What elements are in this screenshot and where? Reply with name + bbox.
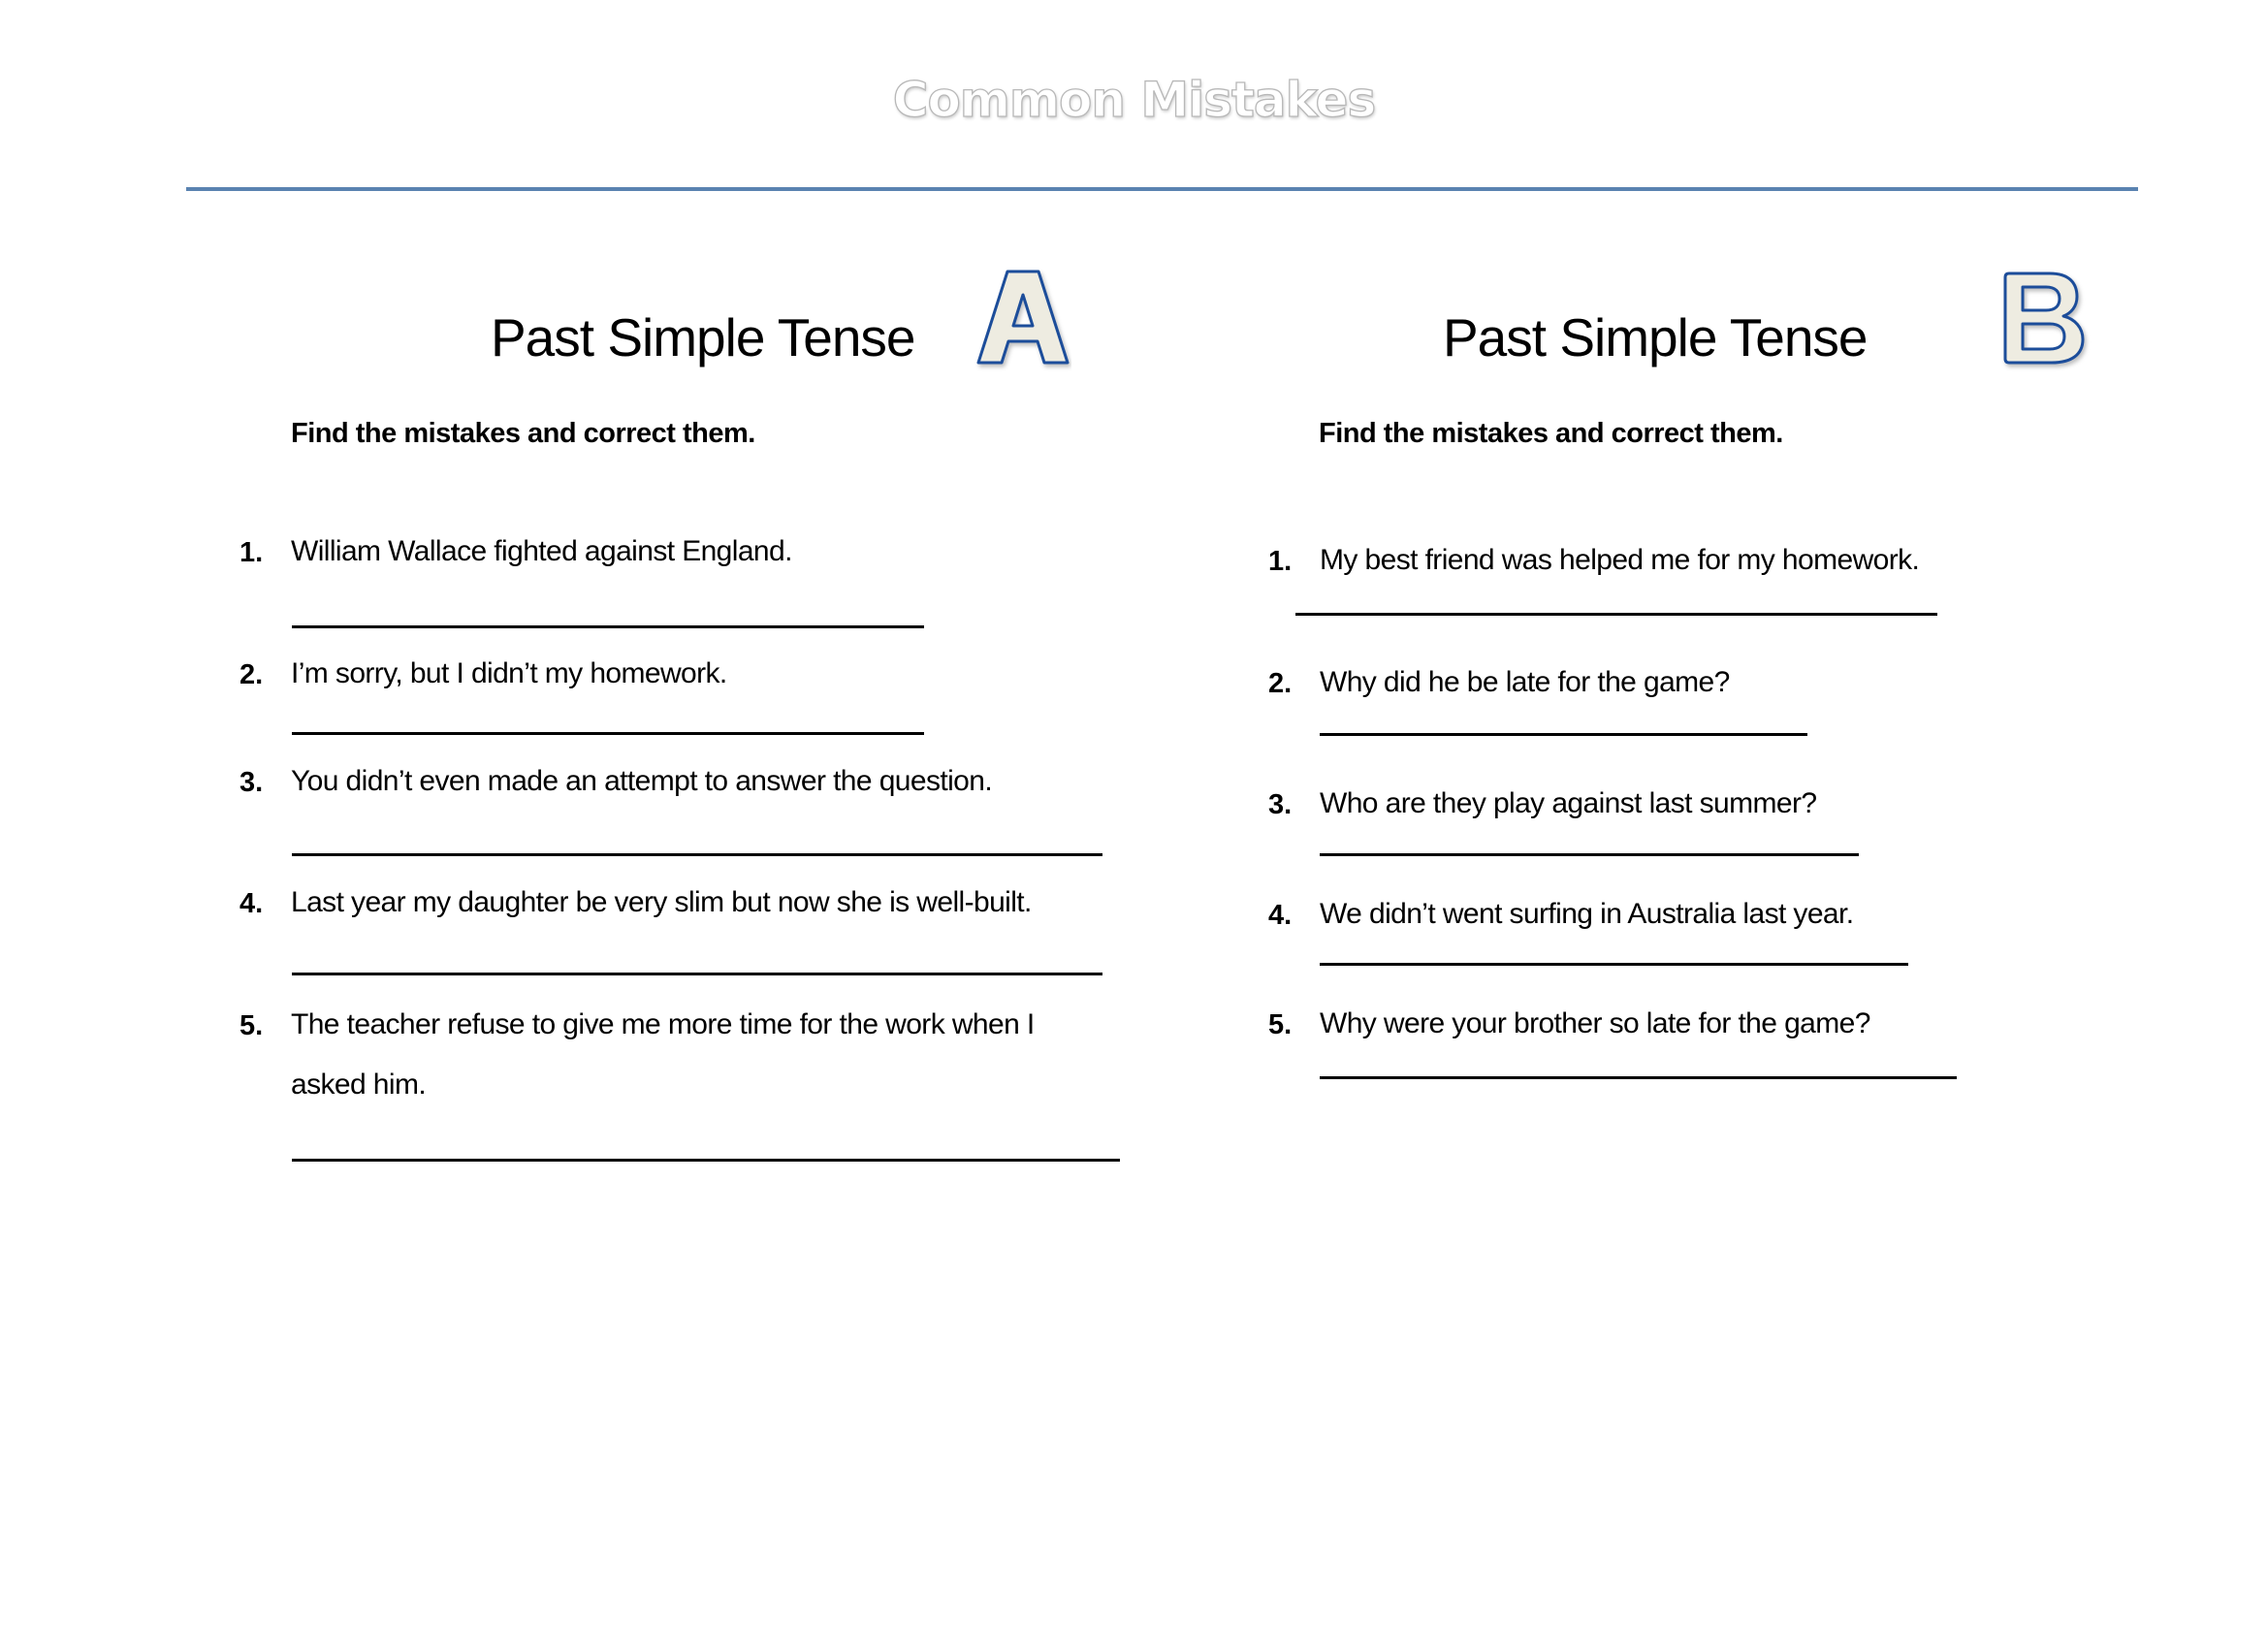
question-number: 5.	[1268, 1009, 1293, 1040]
answer-line[interactable]	[292, 853, 1102, 856]
answer-line[interactable]	[292, 625, 924, 628]
worksheet-b-heading: Past Simple Tense	[1443, 307, 1868, 367]
question-text: Last year my daughter be very slim but now she is well-built.	[291, 886, 1032, 918]
worksheet-a-instruction: Find the mistakes and correct them.	[291, 418, 755, 449]
question-number: 3.	[240, 767, 264, 798]
question-text: My best friend was helped me for my homework.	[1320, 544, 1920, 576]
page-title: Common Mistakes	[892, 72, 1376, 128]
question-text: I’m sorry, but I didn’t my homework.	[291, 657, 727, 689]
worksheet-b-instruction: Find the mistakes and correct them.	[1319, 418, 1783, 449]
question-number: 5.	[240, 1010, 264, 1041]
question-text-continued: asked him.	[291, 1069, 427, 1101]
question-text: Why were your brother so late for the game?	[1320, 1007, 1870, 1039]
question-number: 2.	[240, 659, 264, 690]
question-text: The teacher refuse to give me more time for the work when I	[291, 1008, 1035, 1040]
title-divider	[186, 187, 2138, 191]
answer-line[interactable]	[292, 973, 1102, 975]
question-text: Who are they play against last summer?	[1320, 787, 1817, 819]
question-number: 1.	[240, 537, 264, 568]
question-number: 3.	[1268, 789, 1293, 820]
question-text: We didn’t went surfing in Australia last year.	[1320, 898, 1854, 930]
answer-line[interactable]	[1320, 733, 1807, 736]
answer-line[interactable]	[292, 732, 924, 735]
letter-a-badge-icon	[974, 266, 1071, 372]
answer-line[interactable]	[1320, 963, 1908, 966]
question-text: Why did he be late for the game?	[1320, 666, 1730, 698]
question-number: 4.	[240, 888, 264, 919]
question-text: You didn’t even made an attempt to answer the question.	[291, 765, 993, 797]
answer-line[interactable]	[1320, 853, 1859, 856]
letter-b-badge-icon	[1999, 266, 2096, 372]
answer-line[interactable]	[1295, 613, 1937, 616]
question-text: William Wallace fighted against England.	[291, 535, 792, 567]
question-number: 4.	[1268, 900, 1293, 931]
answer-line[interactable]	[1320, 1076, 1957, 1079]
answer-line[interactable]	[292, 1159, 1120, 1162]
worksheet-a-heading: Past Simple Tense	[491, 307, 915, 367]
question-number: 1.	[1268, 546, 1293, 577]
question-number: 2.	[1268, 668, 1293, 699]
